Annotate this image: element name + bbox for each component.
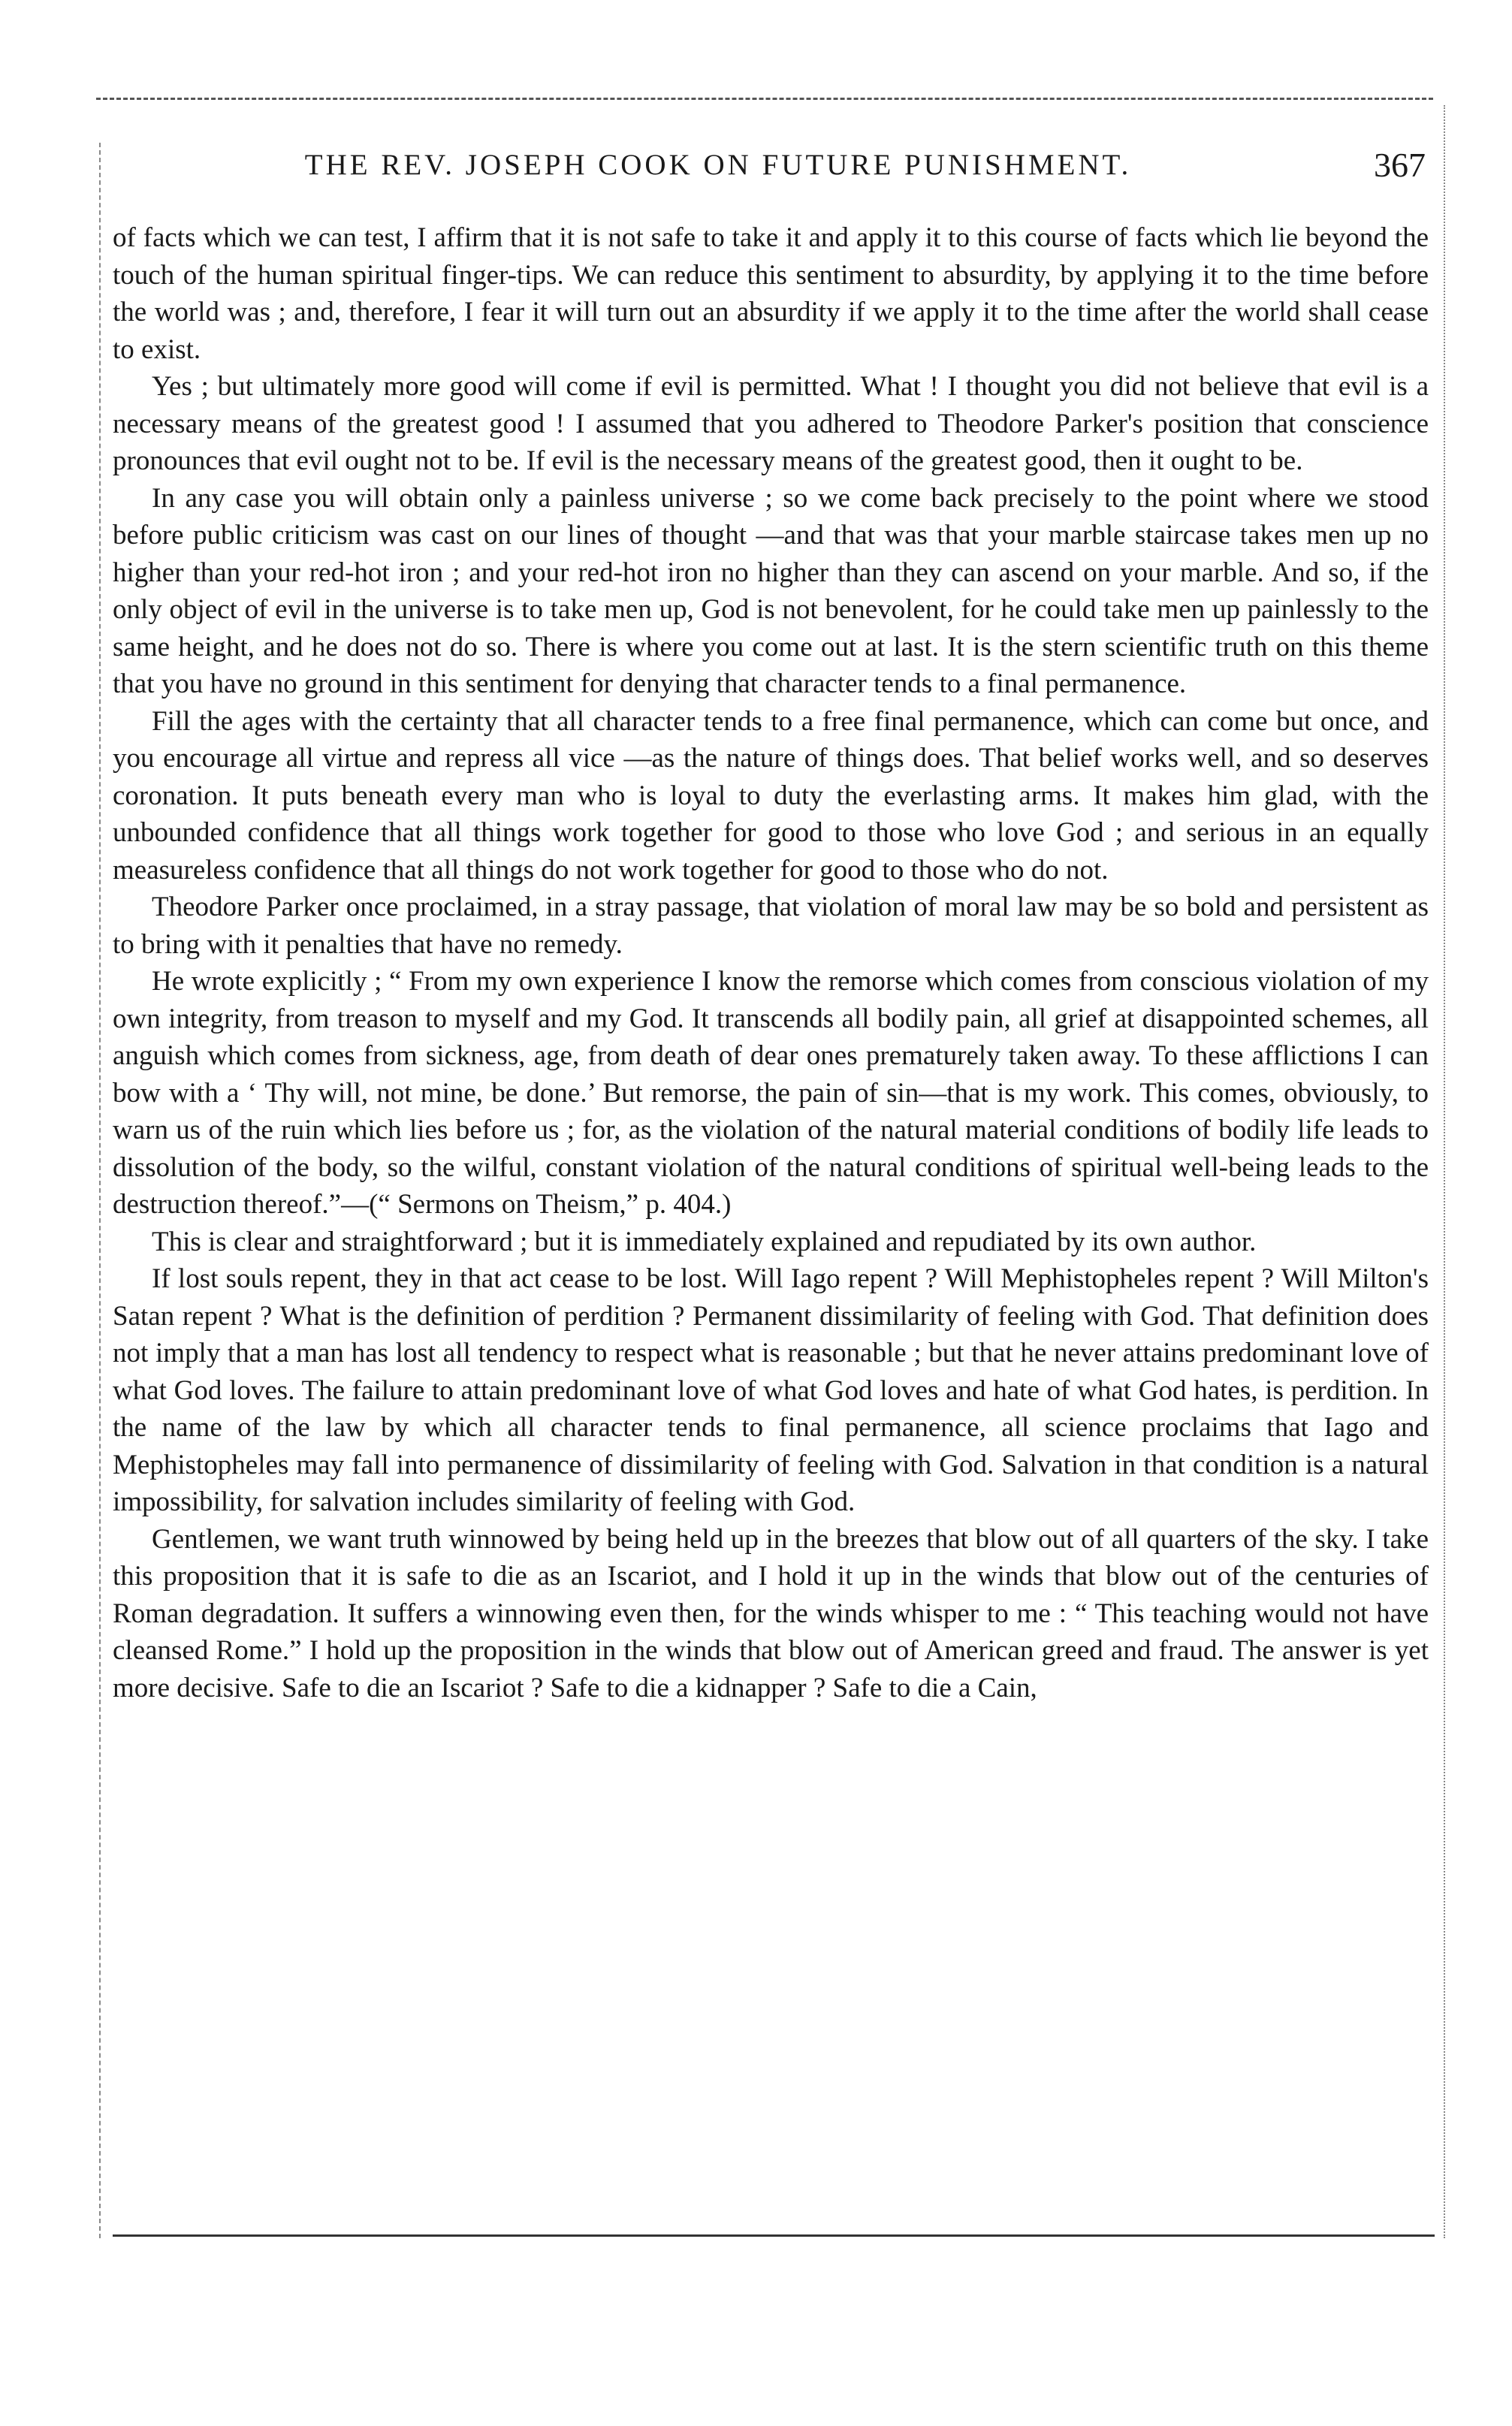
body-text [113,219,1429,1706]
top-border-rule [96,98,1433,100]
paragraph-1: of facts which we can test, I affirm that it is not safe to take it and apply it to this course of facts which lie beyond the touch of the human spiritual finger-tips. We can reduce this sentiment to absurdity, by applying it to the time before the world was ; and, therefore, I fear it will turn out an absurdity if we apply it to the time after the world shall cease to exist. [113,222,1429,365]
paragraph-2: Yes ; but ultimately more good will come if evil is permitted. What ! I thought you did not believe that evil is a necessary means of the greatest good ! I assumed that you adhered to Theodore Parker's position that conscience pronounces that evil ought not to be. If evil is the necessary means of the greatest good, then it ought to be. [113,371,1429,476]
paragraph-4: Fill the ages with the certainty that all character tends to a free final permanence, which can come but once, and you encourage all virtue and repress all vice —as the nature of things does. That belief works well, and so deserves coronation. It puts beneath every man who is loyal to duty the everlasting arms. It makes him glad, with the unbounded confidence that all things work together for good to those who love God ; and serious in an equally measureless confidence that all things do not work together for good to those who do not. [113,705,1429,886]
bottom-border-rule [113,2234,1435,2237]
paragraph-8: If lost souls repent, they in that act cease to be lost. Will Iago repent ? Will Mephistopheles repent ? Will Milton's Satan repent ? What is the definition of perdition ? Permanent dissimilarity of feeling with God. That definition does not imply that a man has lost all tendency to respect what is reasonable ; but that he never attains predominant love of what God loves. The failure to attain predominant love of what God loves and hate of what God hates, is perdition. In the name of the law by which all character tends to final permanence, all science proclaims that Iago and Mephistopheles may fall into permanence of dissimilarity of feeling with God. Salvation in that condition is a natural impossibility, for salvation includes similarity of feeling with God. [113,1263,1429,1517]
paragraph-3: In any case you will obtain only a painless universe ; so we come back precisely to the point where we stood before public criticism was cast on our lines of thought —and that was that your marble staircase takes men up no higher than your red-hot iron ; and your red-hot iron no higher than they can ascend on your marble. And so, if the only object of evil in the universe is to take men up, God is not benevolent, for he could take men up painlessly to the same height, and he does not do so. There is where you come out at last. It is the stern scientific truth on this theme that you have no ground in this sentiment for denying that character tends to a final permanence. [113,482,1429,699]
paragraph-7: This is clear and straightforward ; but it is immediately explained and repudiated by its own author. [152,1226,1257,1257]
page-number: 367 [1374,146,1426,184]
running-head-title: THE REV. JOSEPH COOK ON FUTURE PUNISHMENT. [304,149,1132,181]
paragraph-6: He wrote explicitly ; “ From my own experience I know the remorse which comes from conscious violation of my own integrity, from treason to myself and my God. It transcends all bodily pain, all grief at disappointed schemes, all anguish which comes from sickness, age, from death of dear ones prematurely taken away. To these afflictions I can bow with a ‘ Thy will, not mine, be done.’ But remorse, the pain of sin—that is my work. This comes, obviously, to warn us of the ruin which lies before us ; for, as the violation of the natural material conditions of bodily life leads to dissolution of the body, so the wilful, constant violation of the natural conditions of spiritual well-being leads to the destruction thereof.”—(“ Sermons on Theism,” p. 404.) [113,966,1429,1220]
paragraph-9: Gentlemen, we want truth winnowed by being held up in the breezes that blow out of all quarters of the sky. I take this proposition that it is safe to die as an Iscariot, and I hold it up in the winds that blow out of the centuries of Roman degradation. It suffers a winnowing even then, for the winds whisper to me : “ This teaching would not have cleansed Rome.” I hold up the proposition in the winds that blow out of American greed and fraud. The answer is yet more decisive. Safe to die an Iscariot ? Safe to die a kidnapper ? Safe to die a Cain, [113,1523,1429,1703]
paragraph-5: Theodore Parker once proclaimed, in a stray passage, that violation of moral law may be so bold and persistent as to bring with it penalties that have no remedy. [113,892,1429,960]
left-margin-edge [99,143,101,2238]
running-head [113,135,1429,195]
right-margin-edge [1444,105,1445,2238]
